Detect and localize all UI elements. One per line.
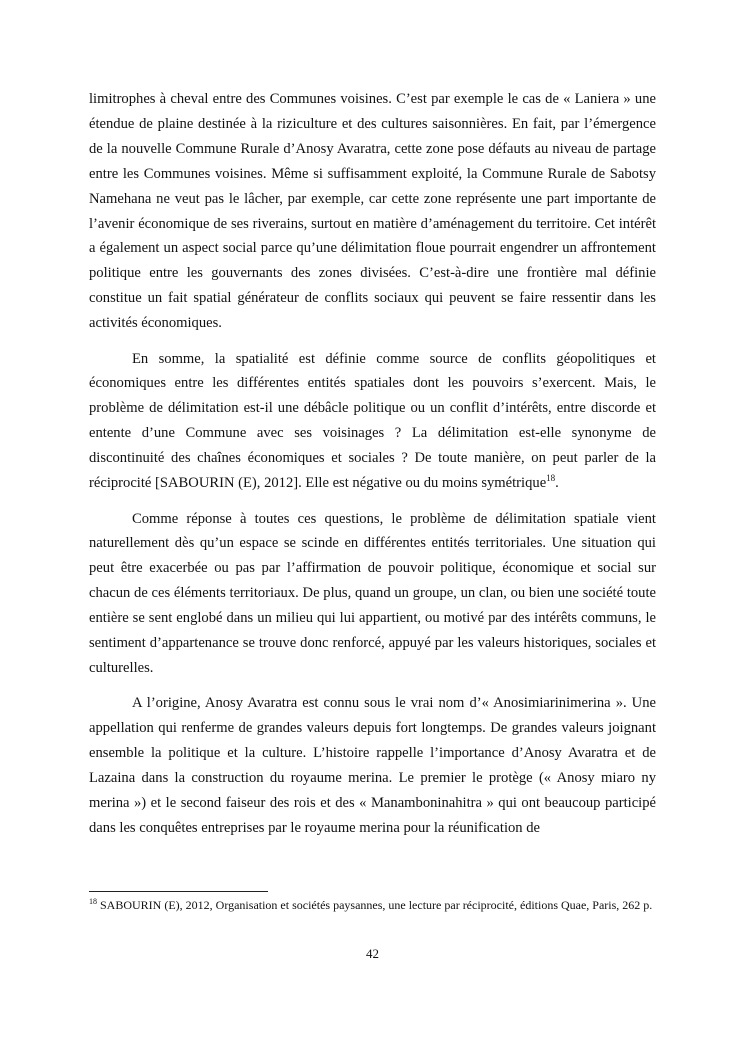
paragraph: Comme réponse à toutes ces questions, le problème de délimitation spatiale vient naturellement dès qu’un espace se scinde en différentes entités territoriales. Une situation qui peut être exacerbée ou pas par l’affirmation de pouvoir politique, économique et social sur chacun de ces éléments territoriaux. De plus, quand un groupe, un clan, ou bien une société toute entière se sent englobé dans un milieu qui lui appartient, ou motivé par des intérêts communs, le sentiment d’appartenance se trouve donc renforcé, appuyé par les valeurs historiques, sociales et culturelles. (89, 510, 656, 676)
paragraph (89, 347, 656, 496)
footnote-number: 18 (89, 897, 97, 906)
body-text (89, 87, 656, 841)
paragraph-text: En somme, la spatialité est définie comme source de conflits géopolitiques et économiques entre les différentes entités spatiales dont les pouvoirs s’exercent. Mais, le problème de délimitation est-il une débâcle politique ou un conflit d’intérêts, entre discorde et entente d’une Commune avec ses voisinages ? La délimitation est-elle synonyme de discontinuité des chaînes économiques et sociales ? De toute manière, on peut parler de la réciprocité [SABOURIN (E), 2012]. Elle est négative ou du moins symétrique (89, 350, 656, 492)
footnote-reference: 18 (546, 473, 556, 484)
footnote-separator (89, 891, 268, 892)
paragraph: limitrophes à cheval entre des Communes voisines. C’est par exemple le cas de « Laniera » une étendue de plaine destinée à la riziculture et des cultures saisonnières. En fait, par l’émergence de la nouvelle Commune Rurale d’Anosy Avaratra, cette zone pose défauts au niveau de partage entre les Communes voisines. Même si suffisamment exploité, la Commune Rurale de Sabotsy Namehana ne veut pas le lâcher, par exemple, car cette zone représente une part importante de l’avenir économique de ses riverains, surtout en matière d’aménagement du territoire. Cet intérêt a également un aspect social parce qu’une délimitation floue pourrait engendrer un affrontement politique entre les gouvernants des zones divisées. C’est-à-dire une frontière mal définie constitue un fait spatial générateur de conflits sociaux qui peuvent se faire ressentir dans les activités économiques. (89, 91, 656, 332)
footnote (89, 896, 656, 915)
footnote-text: SABOURIN (E), 2012, Organisation et sociétés paysannes, une lecture par réciprocité, éditions Quae, Paris, 262 p. (97, 898, 653, 912)
page-number: 42 (366, 946, 379, 961)
paragraph-end: . (555, 475, 559, 492)
paragraph: A l’origine, Anosy Avaratra est connu sous le vrai nom d’« Anosimiarinimerina ». Une appellation qui renferme de grandes valeurs depuis fort longtemps. De grandes valeurs joignant ensemble la politique et la culture. L’histoire rappelle l’importance d’Anosy Avaratra et de Lazaina dans la construction du royaume merina. Le premier le protège (« Anosy miaro ny merina ») et le second faiseur des rois et des « Manamboninahitra » qui ont beaucoup participé dans les conquêtes entreprises par le royaume merina pour la réunification de (89, 695, 656, 836)
